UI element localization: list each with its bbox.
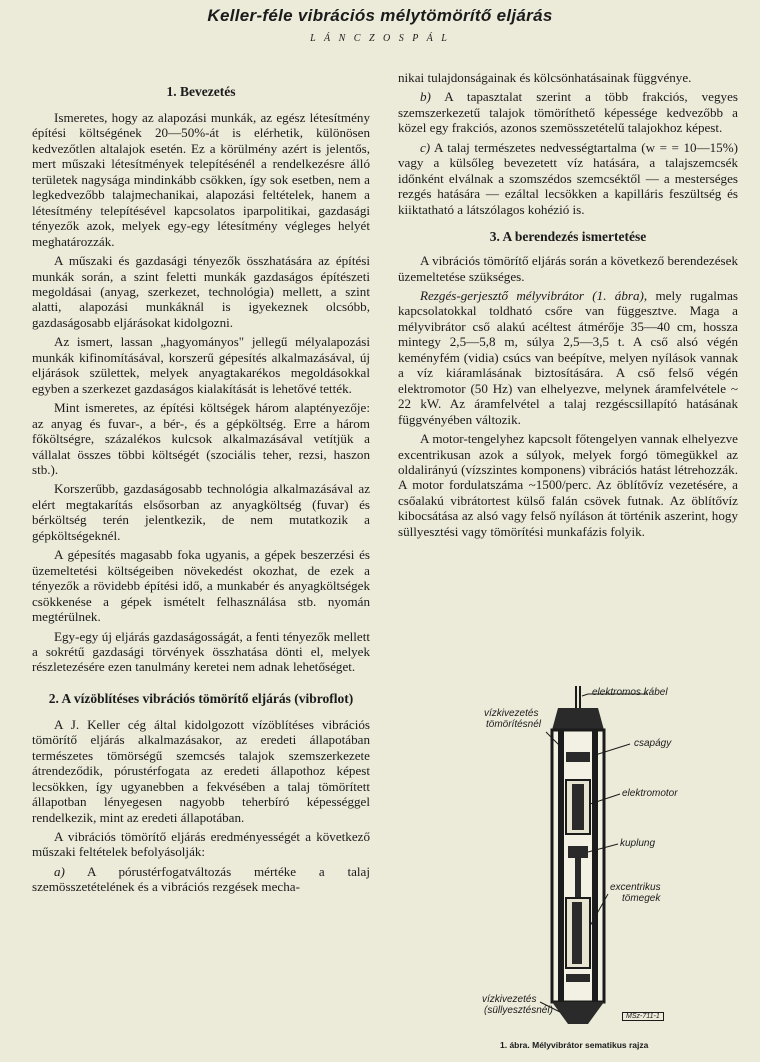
label-water-outlet-compaction-2: tömörítésnél	[486, 719, 542, 730]
paragraph	[398, 89, 738, 135]
right-column	[398, 70, 738, 543]
left-column	[32, 78, 370, 899]
list-marker: b)	[420, 89, 431, 105]
paragraph: A műszaki és gazdasági tényezők összhatására az építési munkák során, a szint feletti munkák gazdaságos építészeti megoldásai (anyag, szerkezet, technológia) mellett, a szint alatti, alapozási munkáknál is igyekeznek olcsóbb, gazdaságosabb eljárásokat kidolgozni.	[32, 253, 370, 330]
label-water-outlet-sinking-2: (süllyesztésnél)	[484, 1005, 553, 1016]
paragraph: A J. Keller cég által kidolgozott vízöblítéses vibrációs tömörítő eljárás alkalmazásakor, az eredeti állapotában természetes tömörségű szemcsés talajok szemszerkezete átrendeződik, pórustérfogata az eredeti állapothoz képest lecsökken, így ugyanebben a fekvésében a talaj tömörített állapotban lényegesen nagyobb teherbíró képességgel rendelkezik, mint az eredeti állapotában.	[32, 716, 370, 825]
section-heading-vibroflot: 2. A vízöblítéses vibrációs tömörítő eljárás (vibroflot)	[48, 690, 354, 706]
figure-caption: 1. ábra. Mélyvibrátor sematikus rajza	[500, 1040, 649, 1050]
label-water-outlet-sinking: vízkivezetés	[482, 994, 537, 1005]
paragraph: Az ismert, lassan „hagyományos" jellegű mélyalapozási munkák kifinomításával, korszerű gépesítés alkalmazásával, új eljárások születtek, melyek anyagtakarékos megoldásokkal egyben a szerkezet gazdaságos kialakítását is lehetővé tették.	[32, 334, 370, 396]
paragraph: A motor-tengelyhez kapcsolt főtengelyen vannak elhelyezve excentrikusan azok a súlyok, melyek forgó tömegükkel az oldalirányú (vízszintes komponens) vibrációs hatást létrehozzák. A motor fordulatszáma ~1500/perc. Az öblítővíz vezetésére, a csőalakú vibrátortest külső falán csövek futnak. Az öblítővíz kibocsátása az alsó vagy felső nyíláson át történik aszerint, hogy süllyesztési vagy tömörítési munkafázis folyik.	[398, 431, 738, 539]
paragraph: Korszerűbb, gazdaságosabb technológia alkalmazásával az elért megtakarítás elsősorban az anyagköltség (fuvar) és bérköltség terén jelentkezik, de nem mutatkozik a gépköltségeknél.	[32, 481, 370, 543]
label-eccentric-masses: excentrikus	[610, 882, 661, 893]
paragraph-text: A tapasztalat szerint a több frakciós, vegyes szemszerkezetű talajok tömöríthető képessége kedvezőbb a közel egy frakciós, azonos szemösszetételű talajokhoz képest.	[398, 89, 738, 136]
label-electric-motor: elektromotor	[622, 788, 678, 799]
article-title: Keller-féle vibrációs mélytömörítő eljárás	[207, 6, 553, 25]
term-italic: Rezgés-gerjesztő mélyvibrátor (1. ábra),	[420, 287, 648, 303]
figure-code: MSz-711-1	[622, 1012, 664, 1021]
paragraph	[398, 140, 738, 217]
paragraph-text: A talaj természetes nedvességtartalma (w = = 10—15%) vagy a külsőleg bevezetett víz hatására, a talajszemcsék időnként elválnak a szomszédos szemcséktől — a mesterséges rezgés hatására — ezáltal lecsökken a kapilláris feszültség és kiiktatható a látszólagos kohézió is.	[398, 139, 738, 217]
paragraph	[398, 288, 738, 427]
label-eccentric-masses-2: tömegek	[622, 893, 661, 904]
label-bearing: csapágy	[634, 738, 672, 749]
label-water-outlet-compaction: vízkivezetés	[484, 708, 539, 719]
paragraph: A gépesítés magasabb foka ugyanis, a gépek beszerzési és üzemeltetési költségeiben növekedést okozhat, de ezek a tényezők a rövidebb építési idő, a munkabér és anyagköltségek csökkenése a gépek ismételt felhasználása stb. nyomán megtérülnek.	[32, 547, 370, 625]
paragraph: A vibrációs tömörítő eljárás során a következő berendezések üzemeltetése szükséges.	[398, 253, 738, 284]
paragraph-text: mely rugalmas kapcsolatokkal toldható csőre van függesztve. Maga a mélyvibrátor cső alakú acéltest átmérője 35—40 cm, hossza mintegy 2,5—5,8 m, súlya 2,5—3,5 t. A cső alsó végén keményfém (vidia) csúcs van beépítve, melyen nyílások vannak a víz kiáramlásának biztosítására. A cső felső végén elektromotor (50 Hz) van elhelyezve, melynek áramfelvétele ~ 22 kW. Az áramfelvétel a talaj rezgéscsillapító hatásának függvényében változik.	[398, 287, 738, 427]
paragraph: nikai tulajdonságainak és kölcsönhatásainak függvénye.	[398, 70, 692, 85]
paragraph: Ismeretes, hogy az alapozási munkák, az egész létesítmény építési költségének 20—50%-át is elérhetik, különösen kedvezőtlen altalajok esetén. Ez a körülmény azért is jelentős, mert műszaki létesítmények telepítésénél a rendelkezésre álló területek nagysága mindinkább csökken, így sok esetben, nem a legkedvezőbb talajmechanikai, alapozási feltételek, hanem a létesítmény telepítésével kapcsolatos iparpolitikai, gazdasági tényezők azok, melyek egy-egy létesítmény végleges helyét meghatározzák.	[32, 110, 370, 249]
paragraph-text: A pórustérfogatváltozás mértéke a talaj szemösszetételének és a vibrációs rezgések mecha-	[32, 863, 370, 895]
section-heading-introduction: 1. Bevezetés	[166, 84, 236, 99]
label-coupling: kuplung	[620, 838, 656, 849]
paragraph: Egy-egy új eljárás gazdaságosságát, a fenti tényezők mellett a sokrétű gazdasági törvények összhatása dönti el, melyek részletezésére ezen tanulmány keretei nem adnak lehetőséget.	[32, 628, 370, 675]
section-heading-equipment: 3. A berendezés ismertetése	[489, 229, 647, 245]
list-marker: a)	[54, 863, 65, 879]
paragraph: Mint ismeretes, az építési költségek három alaptényezője: az anyag és fuvar-, a bér-, és a gépköltség. Erre a három főköltségre, százalékos kulcsok alkalmazásával vetítjük a vállalat összes többi költségét (szociális teher, rezsi, haszon stb.).	[32, 400, 370, 477]
author-name: L Á N C Z O S P Á L	[310, 33, 450, 44]
list-marker: c)	[420, 139, 431, 155]
paragraph: A vibrációs tömörítő eljárás eredményességét a következő műszaki feltételek befolyásolják:	[32, 829, 370, 860]
label-electric-cable: elektromos kábel	[592, 687, 668, 698]
vibrator-figure	[480, 686, 700, 1038]
paragraph	[32, 864, 370, 895]
